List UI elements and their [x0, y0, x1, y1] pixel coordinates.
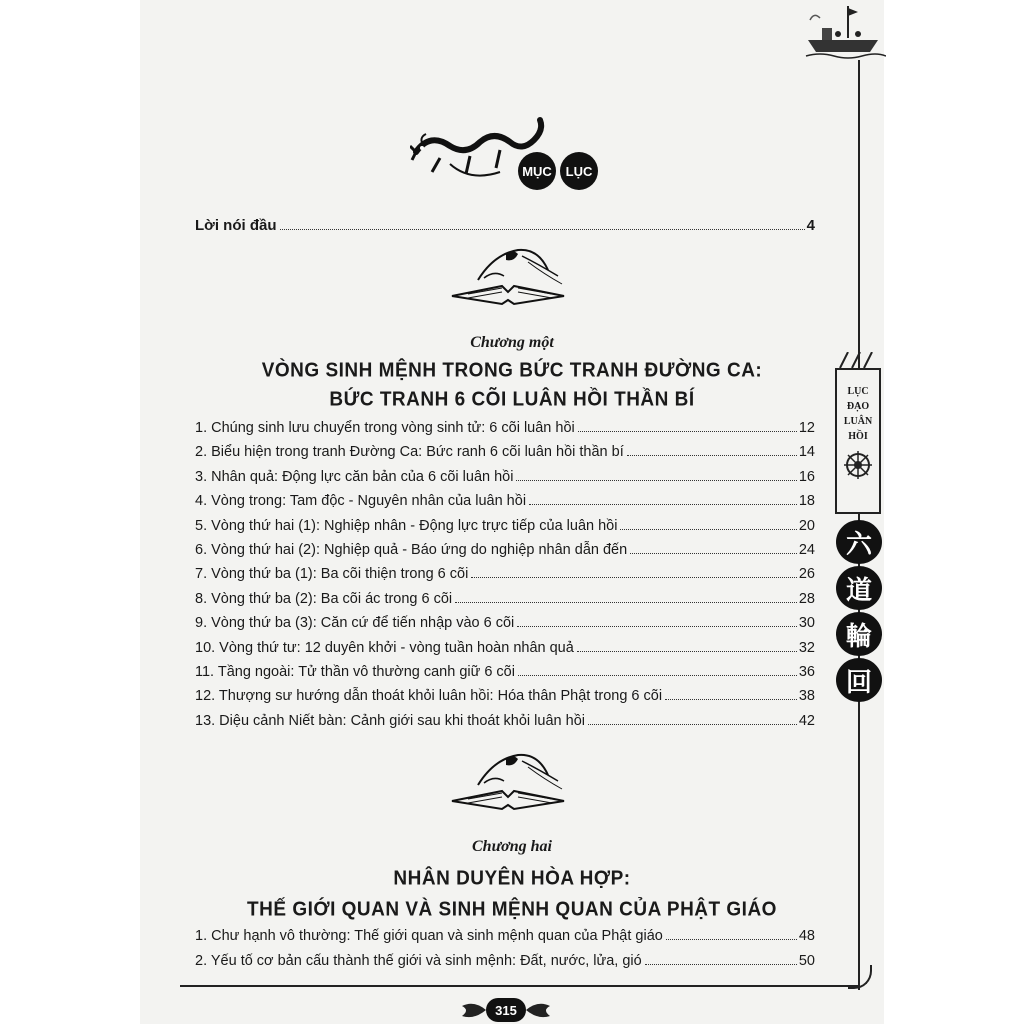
toc-entry[interactable]: [195, 469, 815, 491]
toc-entry[interactable]: [195, 566, 815, 588]
dot-leader: [620, 528, 796, 530]
toc-entry-label: 10. Vòng thứ tư: 12 duyên khởi - vòng tuần hoàn nhân quả: [195, 639, 574, 656]
toc-entry[interactable]: [195, 591, 815, 613]
chapter-2-title-line2: THẾ GIỚI QUAN VÀ SINH MỆNH QUAN CỦA PHẬT GIÁO: [247, 898, 777, 921]
chapter-2-label: Chương hai: [472, 838, 552, 855]
dot-leader: [529, 503, 797, 505]
han-character-2: 道: [836, 566, 882, 610]
toc-entry[interactable]: [195, 640, 815, 662]
toc-entry[interactable]: [195, 615, 815, 637]
toc-entry-page: 20: [798, 517, 815, 534]
dot-leader: [588, 723, 797, 725]
toc-entry-page: 50: [798, 953, 815, 969]
toc-entry-page: 32: [798, 639, 815, 656]
toc-heading-luc: LỤC: [560, 152, 598, 190]
chapter-2-title-line1: NHÂN DUYÊN HÒA HỢP:: [393, 867, 631, 890]
dot-leader: [627, 454, 797, 456]
toc-entry[interactable]: [195, 928, 815, 950]
toc-entry-label: 3. Nhân quả: Động lực căn bản của 6 cõi luân hồi: [195, 468, 514, 485]
tab-word-4: HỒI: [848, 431, 868, 442]
page-number-ornament-right: [526, 998, 554, 1022]
toc-entry-label: 2. Yếu tố cơ bản cấu thành thế giới và sinh mệnh: Đất, nước, lửa, gió: [195, 953, 642, 969]
toc-entry-page: 42: [798, 712, 815, 729]
boat-icon: [800, 2, 886, 66]
toc-entry-label: 4. Vòng trong: Tam độc - Nguyên nhân của luân hồi: [195, 493, 527, 510]
scan-margin: [0, 0, 140, 1024]
han-character-1: 六: [836, 520, 882, 564]
han-character-4: 回: [836, 658, 882, 702]
toc-entry[interactable]: [195, 713, 815, 735]
toc-entry-page: 30: [798, 615, 815, 632]
toc-entry-page: 14: [798, 444, 815, 461]
toc-entry-page: 24: [798, 542, 815, 558]
toc-entry[interactable]: [195, 420, 815, 442]
book-hand-icon: [448, 745, 568, 815]
dot-leader: [516, 479, 796, 481]
toc-entry-page: 26: [798, 566, 815, 583]
chapter-1-title-line2: BỨC TRANH 6 CÕI LUÂN HỒI THẦN BÍ: [329, 388, 695, 411]
dot-leader: [578, 430, 797, 432]
toc-entry-page: 38: [798, 688, 815, 705]
toc-entry-label: 8. Vòng thứ ba (2): Ba cõi ác trong 6 cõi: [195, 590, 453, 607]
toc-entry[interactable]: [195, 493, 815, 515]
page-number: 315: [486, 998, 526, 1022]
toc-entry-label: 5. Vòng thứ hai (1): Nghiệp nhân - Động lực trực tiếp của luân hồi: [195, 517, 618, 534]
toc-entry-page: 4: [806, 217, 815, 234]
toc-entry[interactable]: [195, 444, 815, 466]
toc-entry-page: 12: [798, 420, 815, 436]
dot-leader: [665, 698, 797, 700]
dot-leader: [471, 576, 797, 578]
dot-leader: [645, 963, 797, 965]
dot-leader: [517, 625, 797, 627]
toc-entry-label: Lời nói đầu: [195, 217, 277, 234]
toc-entry-label: 11. Tầng ngoài: Tử thần vô thường canh giữ 6 cõi: [195, 664, 515, 680]
book-title-tab: [835, 368, 881, 514]
dot-leader: [455, 601, 797, 603]
toc-heading: [518, 152, 598, 190]
toc-entry-intro[interactable]: [195, 217, 815, 234]
toc-entry-label: 1. Chư hạnh vô thường: Thế giới quan và sinh mệnh quan của Phật giáo: [195, 928, 663, 944]
toc-entry[interactable]: [195, 542, 815, 564]
toc-entry-label: 9. Vòng thứ ba (3): Căn cứ để tiến nhập vào 6 cõi: [195, 615, 515, 632]
toc-entry-label: 7. Vòng thứ ba (1): Ba cõi thiện trong 6 cõi: [195, 566, 469, 583]
dot-leader: [280, 228, 805, 230]
page-number-ornament-left: [458, 998, 486, 1022]
dot-leader: [518, 674, 797, 676]
tab-word-3: LUÂN: [843, 416, 873, 427]
toc-entry-page: 48: [798, 928, 815, 944]
tab-word-1: LỤC: [847, 386, 869, 397]
toc-entry[interactable]: [195, 518, 815, 540]
tab-word-2: ĐẠO: [846, 401, 870, 412]
toc-heading-muc: MỤC: [518, 152, 556, 190]
toc-entry[interactable]: [195, 688, 815, 710]
dharma-emblem-icon: [843, 450, 873, 480]
toc-entry[interactable]: [195, 953, 815, 975]
dot-leader: [630, 552, 797, 554]
tab-hatch-ornament: [836, 352, 886, 368]
dot-leader: [666, 938, 797, 940]
toc-entry-page: 36: [798, 664, 815, 680]
margin-rule-bottom: [180, 985, 860, 987]
toc-entry-label: 12. Thượng sư hướng dẫn thoát khỏi luân hồi: Hóa thân Phật trong 6 cõi: [195, 688, 663, 705]
book-hand-icon: [448, 240, 568, 310]
chapter-1-label: Chương một: [470, 334, 554, 351]
toc-entry-label: 1. Chúng sinh lưu chuyển trong vòng sinh tử: 6 cõi luân hồi: [195, 420, 575, 436]
dot-leader: [577, 650, 797, 652]
chapter-1-title-line1: VÒNG SINH MỆNH TRONG BỨC TRANH ĐƯỜNG CA:: [261, 359, 763, 382]
toc-entry-page: 28: [798, 590, 815, 607]
toc-entry[interactable]: [195, 664, 815, 686]
toc-entry-label: 2. Biểu hiện trong tranh Đường Ca: Bức ranh 6 cõi luân hồi thần bí: [195, 444, 624, 461]
toc-entry-page: 16: [798, 468, 815, 485]
toc-entry-label: 6. Vòng thứ hai (2): Nghiệp quả - Báo ứng do nghiệp nhân dẫn đến: [195, 542, 628, 558]
toc-entry-label: 13. Diệu cảnh Niết bàn: Cảnh giới sau khi thoát khỏi luân hồi: [195, 712, 585, 729]
toc-entry-page: 18: [798, 493, 815, 510]
han-character-3: 輪: [836, 612, 882, 656]
